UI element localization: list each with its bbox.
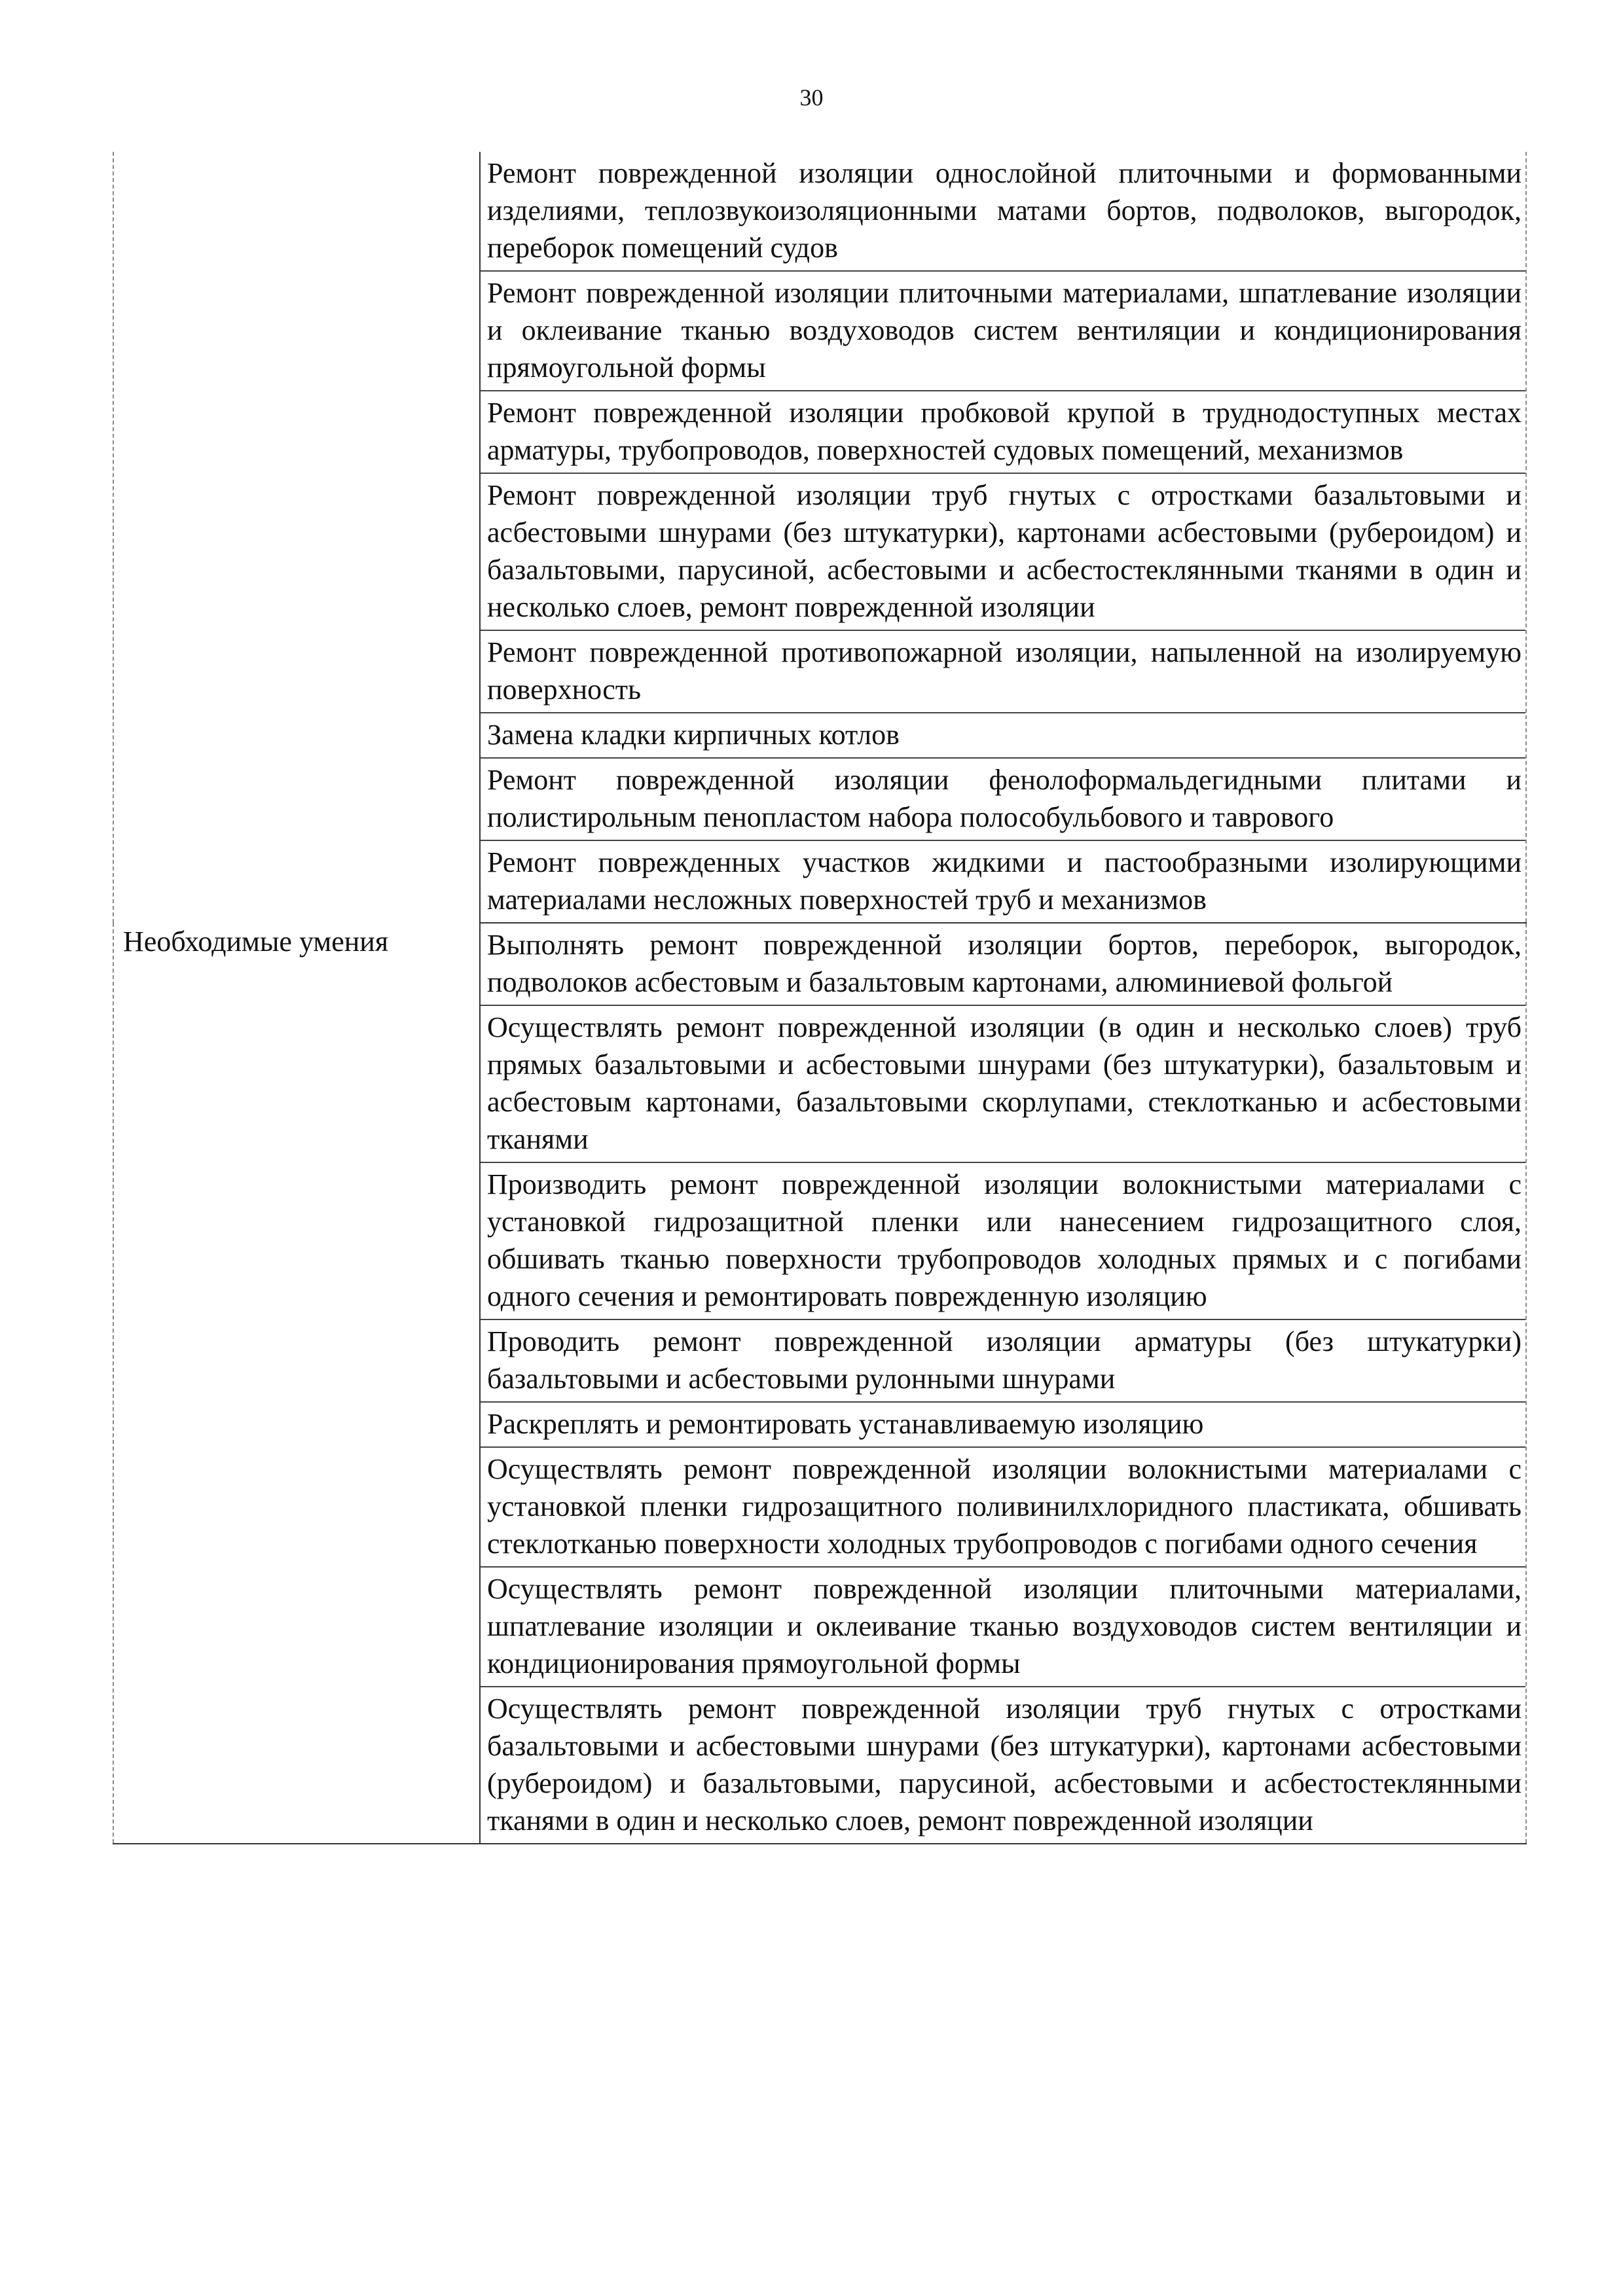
knowledge-item: Ремонт поврежденной противопожарной изоляции, напыленной на изолируемую поверхность: [481, 631, 1525, 713]
skill-item: Осуществлять ремонт поврежденной изоляции плиточными материалами, шпатлевание изоляции и оклеивание тканью воздуховодов систем вентиляции и кондиционирования прямоугольной формы: [481, 1568, 1525, 1687]
skills-label: Необходимые умения: [123, 925, 389, 958]
skill-item: Осуществлять ремонт поврежденной изоляции труб гнутых с отростками базальтовыми и асбестовыми шнурами (без штукатурки), картонами асбестовыми (рубероидом) и базальтовыми, парусиной, асбестовыми и асбестостеклянными тканями в один и несколько слоев, ремонт поврежденной изоляции: [487, 1693, 1522, 1837]
knowledge-item: Ремонт поврежденной изоляции пробковой крупой в труднодоступных местах арматуры, трубопроводов, поверхностей судовых помещений, механизмов: [481, 391, 1525, 474]
page-number: 30: [799, 84, 824, 111]
knowledge-item: Ремонт поврежденной изоляции труб гнутых с отростками базальтовыми и асбестовыми шнурами (без штукатурки), картонами асбестовыми (рубероидом) и базальтовыми, парусиной, асбестовыми и асбестостеклянными тканями в один и несколько слоев, ремонт поврежденной изоляции: [481, 474, 1525, 631]
knowledge-item: Ремонт поврежденной изоляции плиточными материалами, шпатлевание изоляции и оклеивание тканью воздуховодов систем вентиляции и кондиционирования прямоугольной формы: [481, 272, 1525, 391]
knowledge-label-cell: [113, 152, 480, 923]
skill-item: Производить ремонт поврежденной изоляции волокнистыми материалами с установкой гидрозащитной пленки или нанесением гидрозащитного слоя, обшивать тканью поверхности трубопроводов холодных прямых и с погибами одного сечения и ремонтировать поврежденную изоляцию: [481, 1163, 1525, 1320]
skill-item: Раскреплять и ремонтировать устанавливаемую изоляцию: [481, 1403, 1525, 1448]
skill-item: Осуществлять ремонт поврежденной изоляции (в один и несколько слоев) труб прямых базальтовыми и асбестовыми шнурами (без штукатурки), базальтовым и асбестовым картонами, базальтовыми скорлупами, стеклотканью и асбестовыми тканями: [481, 1006, 1525, 1163]
qualification-table: [113, 152, 1527, 1844]
skills-row: [113, 923, 1526, 1844]
knowledge-item: Ремонт поврежденных участков жидкими и пастообразными изолирующими материалами несложных поверхностей труб и механизмов: [487, 846, 1522, 916]
skill-item: Выполнять ремонт поврежденной изоляции бортов, переборок, выгородок, подволоков асбестовым и базальтовым картонами, алюминиевой фольгой: [481, 924, 1525, 1006]
skill-item: Проводить ремонт поврежденной изоляции арматуры (без штукатурки) базальтовыми и асбестовыми рулонными шнурами: [481, 1320, 1525, 1403]
knowledge-item: Ремонт поврежденной изоляции однослойной плиточными и формованными изделиями, теплозвукоизоляционными матами бортов, подволоков, выгородок, переборок помещений судов: [481, 152, 1525, 272]
knowledge-row: [113, 152, 1526, 923]
knowledge-content-cell: [480, 152, 1526, 923]
skills-content-cell: [480, 923, 1526, 1844]
knowledge-item: Ремонт поврежденной изоляции фенолоформальдегидными плитами и полистирольным пенопластом набора полособульбового и таврового: [481, 759, 1525, 841]
knowledge-item: Замена кладки кирпичных котлов: [481, 713, 1525, 759]
skills-label-cell: [113, 923, 480, 1844]
skill-item: Осуществлять ремонт поврежденной изоляции волокнистыми материалами с установкой пленки гидрозащитного поливинилхлоридного пластиката, обшивать стеклотканью поверхности холодных трубопроводов с погибами одного сечения: [481, 1448, 1525, 1568]
